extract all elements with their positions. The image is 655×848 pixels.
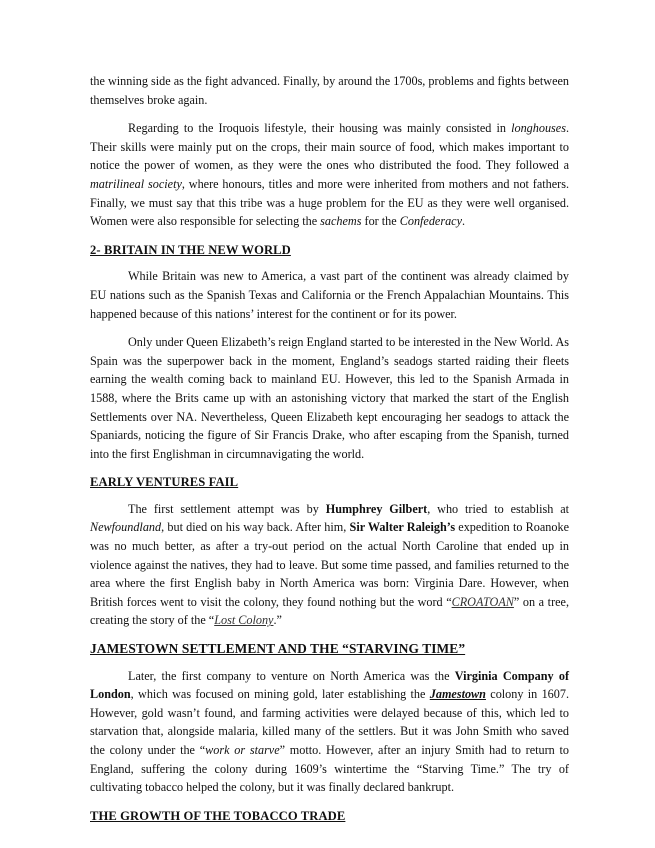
paragraph-iroquois-end: the winning side as the fight advanced. Finally, by around the 1700s, problems and fights between themselves broke again. [90,74,569,107]
term-work-or-starve: work or starve [205,743,280,757]
term-longhouses: longhouses [511,121,566,136]
heading-jamestown: JAMESTOWN SETTLEMENT AND THE “STARVING TIME” [90,641,466,657]
name-humphrey-gilbert: Humphrey Gilbert [325,501,428,516]
paragraph-early-ventures: The first settlement attempt was by Humphrey Gilbert, who tried to establish at Newfoundland, but died on his way back. After him, Sir Walter Raleigh’s expedition to Roanoke was no much better, as after a try-out period on the actual North Caroline that ended up in violence against the natives, they had to leave. But some time passed, and families returned to the area where the first English baby in North America was born: Virginia Dare. However, when British forces went to visit the colony, they found nothing but the word “CROATOAN” on a tree, creating the story of the “Lost Colony.” [90,501,569,628]
term-sachems: sachems [320,214,362,229]
term-matrilineal-society: matrilineal society [90,176,182,191]
heading-early-ventures: EARLY VENTURES FAIL [90,475,239,490]
heading-tobacco-trade: THE GROWTH OF THE TOBACCO TRADE [90,808,346,823]
paragraph-queen-elizabeth: Only under Queen Elizabeth’s reign England started to be interested in the New World. As Spain was the superpower back in the moment, England’s seadogs started raiding their fleets earning the wealth coming back to mainland EU. However, this led to the Spanish Armada in 1588, where the Brits came up with an astonishing victory that marked the start of the English Settlements over NA. Nevertheless, Queen Elizabeth kept encouraging her seadogs to attack the Spaniards, noticing the figure of Sir Francis Drake, who after escaping from the Spanish, turned into the first Englishman in circumnavigating the world. [90,335,569,461]
name-virginia-company: Virginia Company of London [90,668,569,702]
term-lost-colony: Lost Colony [214,613,274,628]
paragraph-jamestown: Later, the first company to venture on North America was the Virginia Company of London, which was focused on mining gold, later establishing the Jamestown colony in 1607. However, gold wasn’t found, and farming activities were delayed because of this, which led to starvation that, alongside malaria, killed many of the settlers. But it was John Smith who saved the colony under the “work or starve” motto. However, after an injury Smith had to return to England, suffering the colony during 1609’s wintertime the “Starving Time.” The try of cultivating tobacco helped the colony, but it was finally declared bankrupt. [90,668,570,795]
paragraph-britain-intro: While Britain was new to America, a vast part of the continent was already claimed by EU nations such as the Spanish Texas and California or the French Appalachian Mountains. This happened because of this nations’ interest for the continent or for its power. [90,269,569,321]
place-newfoundland: Newfoundland [90,520,162,535]
term-croatoan: CROATOAN [451,594,514,609]
paragraph-iroquois-lifestyle: Regarding to the Iroquois lifestyle, their housing was mainly consisted in longhouses. Their skills were mainly put on the crops, their main source of food, which makes important to notice the power of women, as they were the ones who distributed the food. They followed a matrilineal society, where honours, titles and more were inherited from mothers and not fathers. Finally, we must say that this tribe was a huge problem for the EU as they were well organised. Women were also responsible for selecting the sachems for the Confederacy. [90,121,569,229]
term-confederacy: Confederacy [399,214,462,229]
heading-britain-new-world: 2- BRITAIN IN THE NEW WORLD [90,242,291,257]
name-walter-raleigh: Sir Walter Raleigh’s [349,520,456,535]
place-jamestown: Jamestown [429,687,486,702]
